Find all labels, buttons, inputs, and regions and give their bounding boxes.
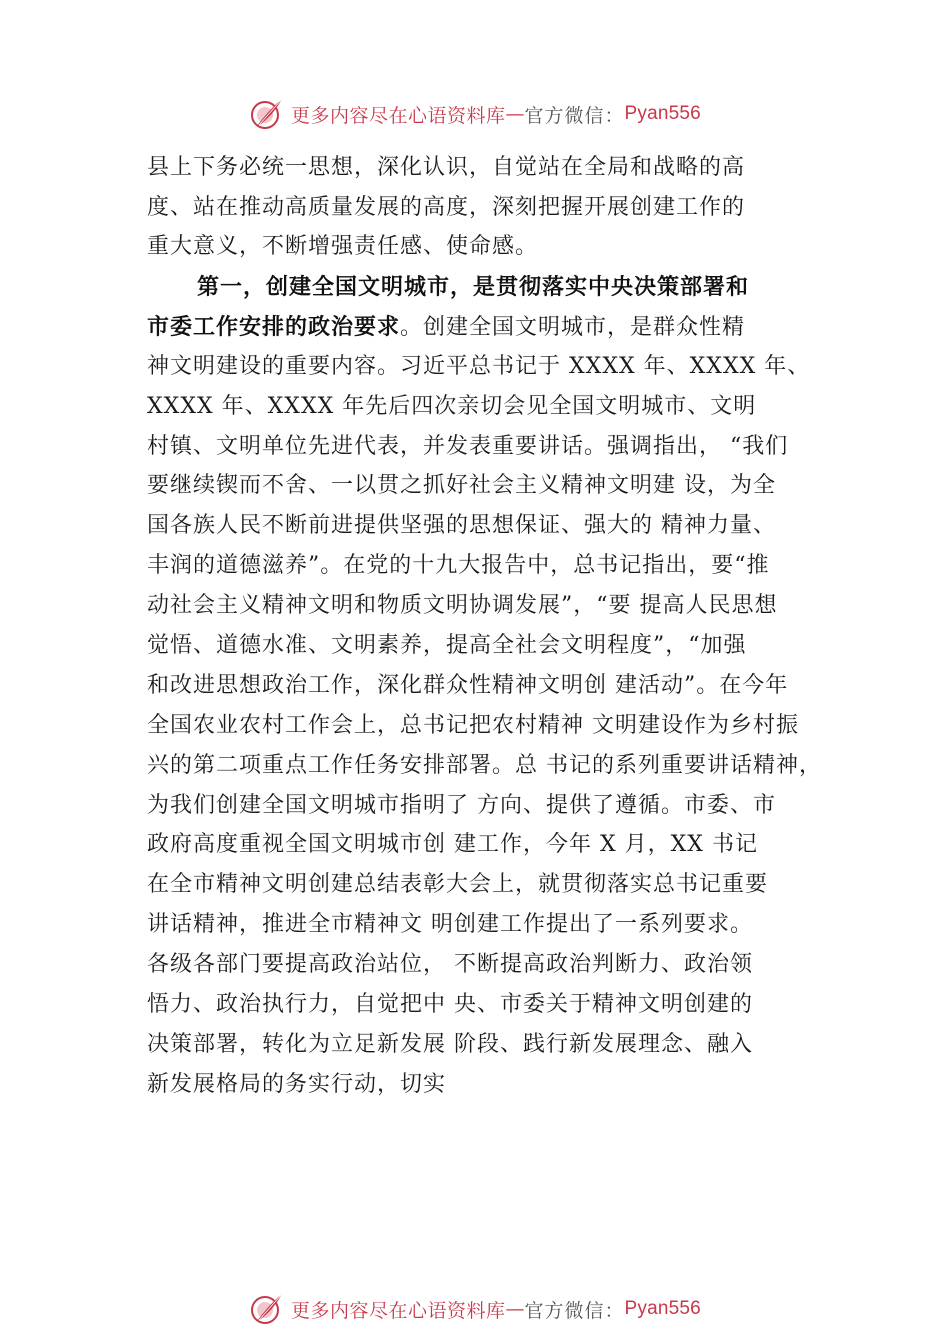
quill-seal-icon bbox=[249, 96, 285, 132]
text-line bbox=[147, 830, 758, 860]
text-line bbox=[147, 193, 745, 223]
header-watermark bbox=[0, 94, 950, 134]
text-line bbox=[147, 751, 822, 781]
text-line bbox=[147, 551, 770, 581]
text-line bbox=[147, 910, 753, 940]
text-line bbox=[147, 1030, 753, 1060]
text-line bbox=[147, 232, 538, 262]
body-text: 新发展格局的务实行动，切实 bbox=[147, 1072, 447, 1097]
text-line bbox=[147, 312, 745, 342]
body-text: 全国农业农村工作会上，总书记把农村精神 文明建设作为乡村振 bbox=[147, 713, 799, 738]
body-text: 各级各部门要提高政治站位， 不断提高政治判断力、政治领 bbox=[147, 952, 753, 977]
text-line bbox=[147, 671, 788, 701]
body-text: 政府高度重视全国文明城市创 建工作，今年 X 月，XX 书记 bbox=[147, 832, 758, 857]
body-text: 讲话精神，推进全市精神文 明创建工作提出了一系列要求。 bbox=[147, 912, 753, 937]
banner-label: 官方微信： bbox=[524, 104, 625, 127]
body-text: 动社会主义精神文明和物质文明协调发展”，“要 提高人民思想 bbox=[147, 593, 778, 618]
body-text: 决策部署，转化为立足新发展 阶段、践行新发展理念、融入 bbox=[147, 1032, 753, 1057]
text-line bbox=[147, 950, 753, 980]
body-text: 悟力、政治执行力，自觉把中 央、市委关于精神文明创建的 bbox=[147, 992, 753, 1017]
text-line bbox=[147, 432, 788, 462]
body-text: 要继续锲而不舍、一以贯之抓好社会主义精神文明建 设，为全 bbox=[147, 473, 776, 498]
text-line bbox=[147, 990, 753, 1020]
quill-seal-icon bbox=[249, 1291, 285, 1327]
body-text: 为我们创建全国文明城市指明了 方向、提供了遵循。市委、市 bbox=[147, 793, 776, 818]
bold-heading-text: 市委工作安排的政治要求 bbox=[147, 314, 401, 340]
text-line bbox=[147, 352, 810, 382]
body-text: 重大意义，不断增强责任感、使命感。 bbox=[147, 234, 539, 259]
banner-text: 更多内容尽在心语资料库 bbox=[291, 1299, 506, 1322]
body-text: 丰润的道德滋养”。在党的十九大报告中，总书记指出，要“推 bbox=[147, 553, 770, 578]
text-line bbox=[197, 272, 749, 302]
banner-text: 更多内容尽在心语资料库 bbox=[291, 104, 506, 127]
text-line bbox=[147, 1070, 446, 1100]
text-line bbox=[147, 870, 768, 900]
body-text: 度、站在推动高质量发展的高度，深刻把握开展创建工作的 bbox=[147, 195, 746, 220]
body-text: 兴的第二项重点工作任务安排部署。总 书记的系列重要讲话精神， bbox=[147, 753, 822, 778]
text-line bbox=[147, 392, 756, 422]
text-line bbox=[147, 791, 776, 821]
body-text: 神文明建设的重要内容。习近平总书记于 XXXX 年、XXXX 年、 bbox=[147, 354, 811, 379]
body-text: 。创建全国文明城市，是群众性精 bbox=[400, 315, 746, 340]
bold-heading-text: 第一，创建全国文明城市，是贯彻落实中央决策部署和 bbox=[197, 274, 750, 300]
banner-separator: — bbox=[505, 1298, 525, 1320]
text-line bbox=[147, 511, 776, 541]
body-text: 和改进思想政治工作，深化群众性精神文明创 建活动”。在今年 bbox=[147, 673, 789, 698]
banner-label: 官方微信： bbox=[524, 1299, 625, 1322]
text-line bbox=[147, 591, 778, 621]
text-line bbox=[147, 153, 745, 183]
banner-wechat-id: Pyan556 bbox=[624, 103, 701, 124]
text-line bbox=[147, 471, 776, 501]
body-text: 觉悟、道德水准、文明素养，提高全社会文明程度”，“加强 bbox=[147, 633, 747, 658]
body-text: 县上下务必统一思想，深化认识，自觉站在全局和战略的高 bbox=[147, 155, 746, 180]
body-text: 在全市精神文明创建总结表彰大会上，就贯彻落实总书记重要 bbox=[147, 872, 769, 897]
text-line bbox=[147, 631, 747, 661]
banner-separator: — bbox=[505, 103, 525, 125]
text-line bbox=[147, 711, 799, 741]
body-text: 村镇、文明单位先进代表，并发表重要讲话。强调指出， “我们 bbox=[147, 434, 789, 459]
banner-wechat-id: Pyan556 bbox=[624, 1298, 701, 1319]
body-text: XXXX 年、XXXX 年先后四次亲切会见全国文明城市、文明 bbox=[147, 394, 757, 419]
footer-watermark bbox=[0, 1289, 950, 1329]
body-text: 国各族人民不断前进提供坚强的思想保证、强大的 精神力量、 bbox=[147, 513, 776, 538]
